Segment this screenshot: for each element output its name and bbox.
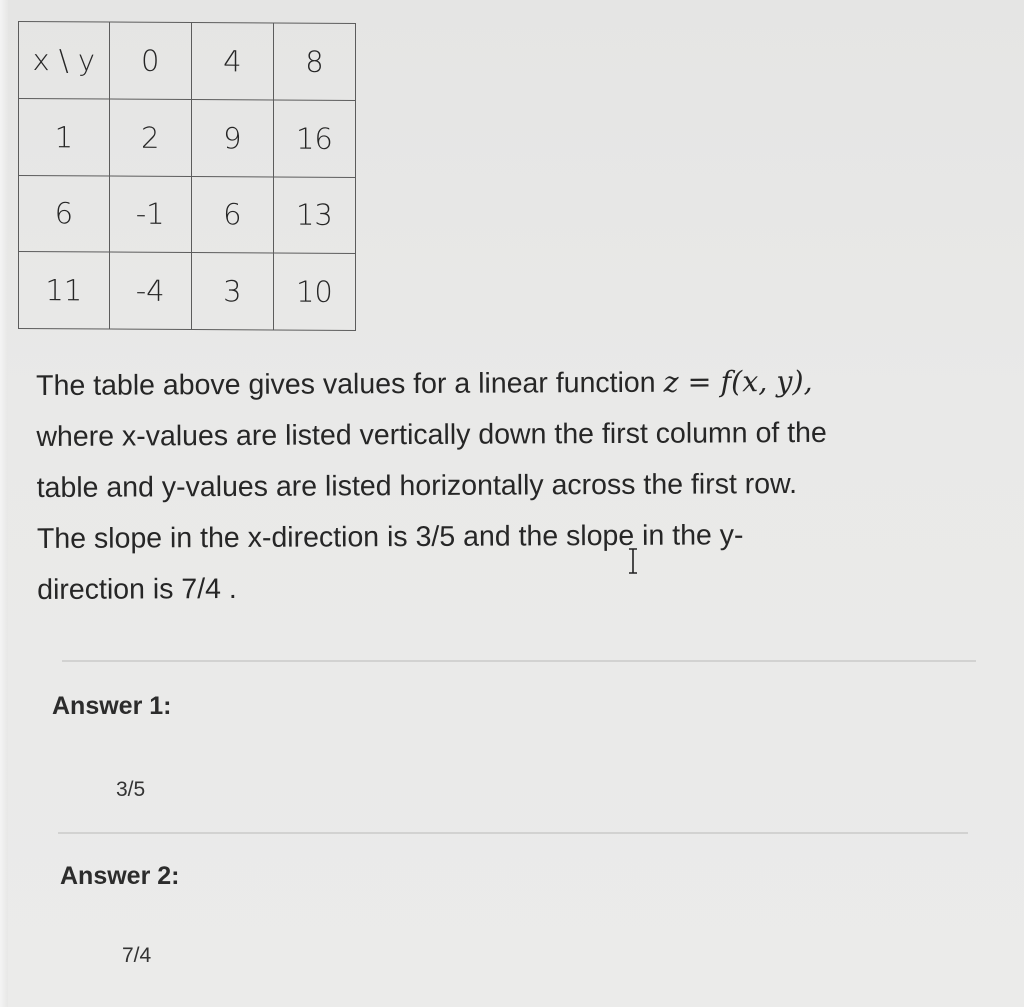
- table-cell: 2: [109, 99, 191, 176]
- text-cursor-icon: [626, 548, 640, 574]
- values-table-container: [18, 21, 356, 331]
- answer-2-label: Answer 2:: [60, 862, 180, 890]
- table-cell: 6: [191, 176, 273, 253]
- function-formula: z = f(x, y),: [663, 364, 813, 399]
- table-cell: 9: [191, 99, 273, 176]
- question-line: direction is 7/4 .: [37, 572, 237, 606]
- table-cell: 16: [273, 100, 355, 177]
- table-cell: -4: [109, 252, 191, 329]
- table-cell: 13: [273, 177, 355, 254]
- values-table: [18, 21, 356, 331]
- table-cell: 6: [19, 175, 110, 252]
- table-header-cell: x \ y: [19, 21, 110, 98]
- table-row: [19, 98, 356, 177]
- table-cell: 1: [19, 98, 110, 175]
- table-cell: 11: [19, 252, 110, 329]
- table-header-cell: 0: [109, 22, 191, 99]
- table-cell: -1: [109, 176, 191, 253]
- table-row: [19, 175, 356, 254]
- question-line: table and y-values are listed horizontally across the first row.: [36, 468, 798, 504]
- table-cell: 3: [191, 253, 273, 330]
- question-text: [36, 355, 1007, 616]
- table-row: [19, 252, 356, 331]
- answer-1-label: Answer 1:: [52, 692, 172, 720]
- question-line: where x-values are listed vertically down the first column of the: [36, 416, 827, 453]
- table-header-cell: 4: [191, 23, 273, 100]
- divider: [62, 660, 976, 662]
- table-header-cell: 8: [273, 23, 355, 100]
- question-line-text: The table above gives values for a linear function: [36, 366, 664, 402]
- answer-2-value[interactable]: 7/4: [122, 944, 152, 967]
- table-cell: 10: [273, 253, 355, 330]
- question-line: [36, 355, 1006, 412]
- answer-1-value[interactable]: 3/5: [116, 778, 146, 801]
- divider: [58, 832, 968, 834]
- table-header-row: [19, 21, 356, 100]
- question-line: The slope in the x-direction is 3/5 and the slope in the y-: [36, 519, 744, 555]
- page-edge: [0, 0, 8, 1007]
